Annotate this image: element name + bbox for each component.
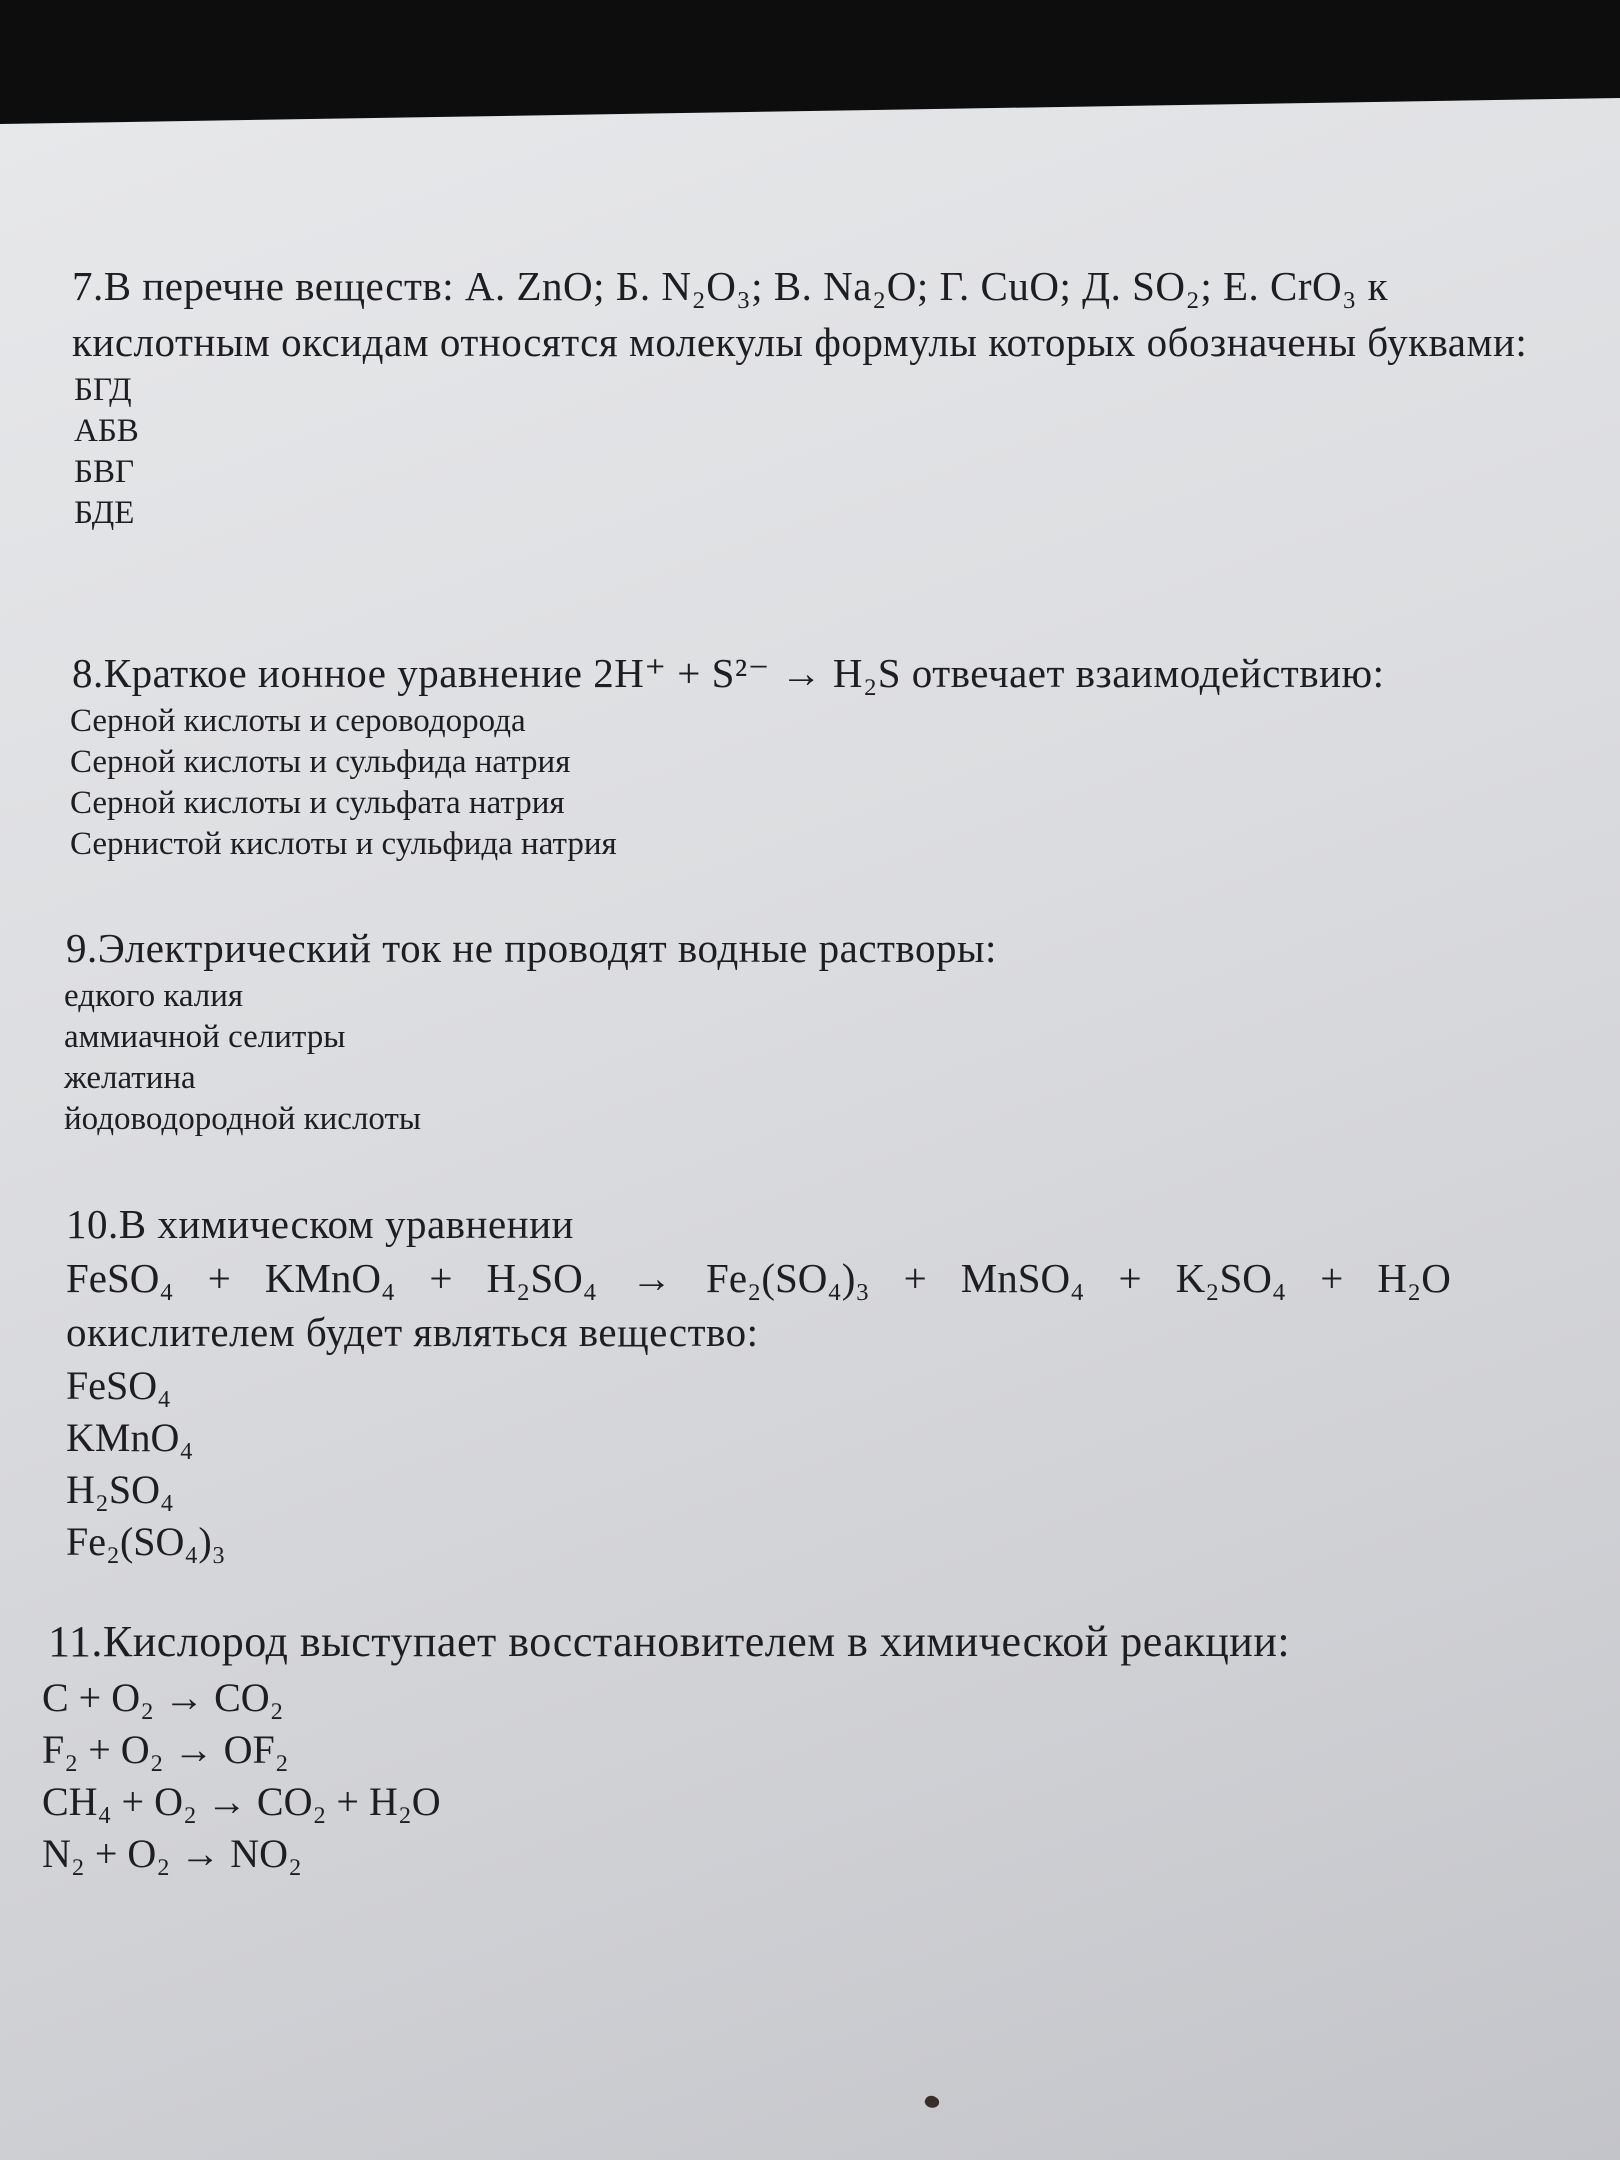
question-7 xyxy=(0,258,1620,534)
equation-term-7: H₂O xyxy=(1377,1255,1451,1301)
option-10-3: H₂SO₄ xyxy=(66,1467,174,1512)
option-7-2: АБВ xyxy=(74,413,139,449)
question-9 xyxy=(0,920,1620,1140)
option-10-1: FeSO₄ xyxy=(66,1363,172,1408)
question-11-options xyxy=(42,1672,1620,1880)
option-11-4: N₂ + O₂ → NO₂ xyxy=(42,1831,302,1876)
equation-term-2: KMnO₄ xyxy=(264,1255,396,1301)
question-10-equation xyxy=(66,1252,1620,1304)
option-10-4: Fe₂(SO₄)₃ xyxy=(66,1519,226,1564)
equation-term-4: Fe₂(SO₄)₃ xyxy=(706,1255,870,1301)
question-10-options xyxy=(66,1360,1620,1568)
option-7-1: БГД xyxy=(74,372,132,408)
equation-op-1: + xyxy=(207,1255,231,1301)
option-9-3: желатина xyxy=(64,1060,196,1096)
option-11-1: C + O₂ → CO₂ xyxy=(42,1675,284,1720)
option-9-2: аммиачной селитры xyxy=(64,1019,346,1055)
question-10 xyxy=(0,1196,1620,1568)
option-7-3: БВГ xyxy=(74,454,135,490)
equation-op-4: + xyxy=(1118,1255,1142,1301)
equation-op-3: + xyxy=(903,1255,927,1301)
equation-arrow: → xyxy=(631,1255,673,1301)
equation-term-3: H₂SO₄ xyxy=(486,1255,598,1301)
option-9-4: йодоводородной кислоты xyxy=(64,1101,422,1137)
option-8-3: Серной кислоты и сульфата натрия xyxy=(70,785,565,821)
question-9-options xyxy=(64,976,1620,1140)
question-8 xyxy=(0,645,1620,865)
question-7-options xyxy=(74,370,1620,534)
question-10-subtitle: окислителем будет являться вещество: xyxy=(66,1309,759,1355)
option-11-2: F₂ + O₂ → OF₂ xyxy=(42,1727,289,1772)
question-11-title: 11.Кислород выступает восстановителем в химической реакции: xyxy=(48,1617,1291,1666)
option-8-1: Серной кислоты и сероводорода xyxy=(70,703,526,739)
option-10-2: KMnO₄ xyxy=(66,1415,194,1460)
question-9-title: 9.Электрический ток не проводят водные растворы: xyxy=(66,925,997,971)
equation-term-1: FeSO₄ xyxy=(66,1255,174,1301)
equation-term-5: MnSO₄ xyxy=(960,1255,1085,1301)
equation-term-6: K₂SO₄ xyxy=(1175,1255,1287,1301)
question-11 xyxy=(0,1612,1620,1880)
option-8-2: Серной кислоты и сульфида натрия xyxy=(70,744,571,780)
ink-spot xyxy=(923,2093,941,2110)
question-8-title: 8.Краткое ионное уравнение 2H⁺ + S²⁻ → H₂S отвечает взаимодействию: xyxy=(72,650,1385,696)
question-8-options xyxy=(70,701,1620,865)
question-10-title: 10.В химическом уравнении xyxy=(66,1201,574,1247)
option-11-3: CH₄ + O₂ → CO₂ + H₂O xyxy=(42,1779,441,1824)
question-7-title: 7.В перечне веществ: А. ZnO; Б. N₂O₃; В. Na₂O; Г. CuO; Д. SO₂; Е. CrO₃ к кислотным оксидам относятся молекулы формулы которых обозначены буквами: xyxy=(72,263,1528,365)
option-8-4: Сернистой кислоты и сульфида натрия xyxy=(70,826,617,862)
equation-op-2: + xyxy=(429,1255,453,1301)
equation-op-5: + xyxy=(1320,1255,1344,1301)
option-9-1: едкого калия xyxy=(64,978,244,1014)
option-7-4: БДЕ xyxy=(74,495,135,531)
